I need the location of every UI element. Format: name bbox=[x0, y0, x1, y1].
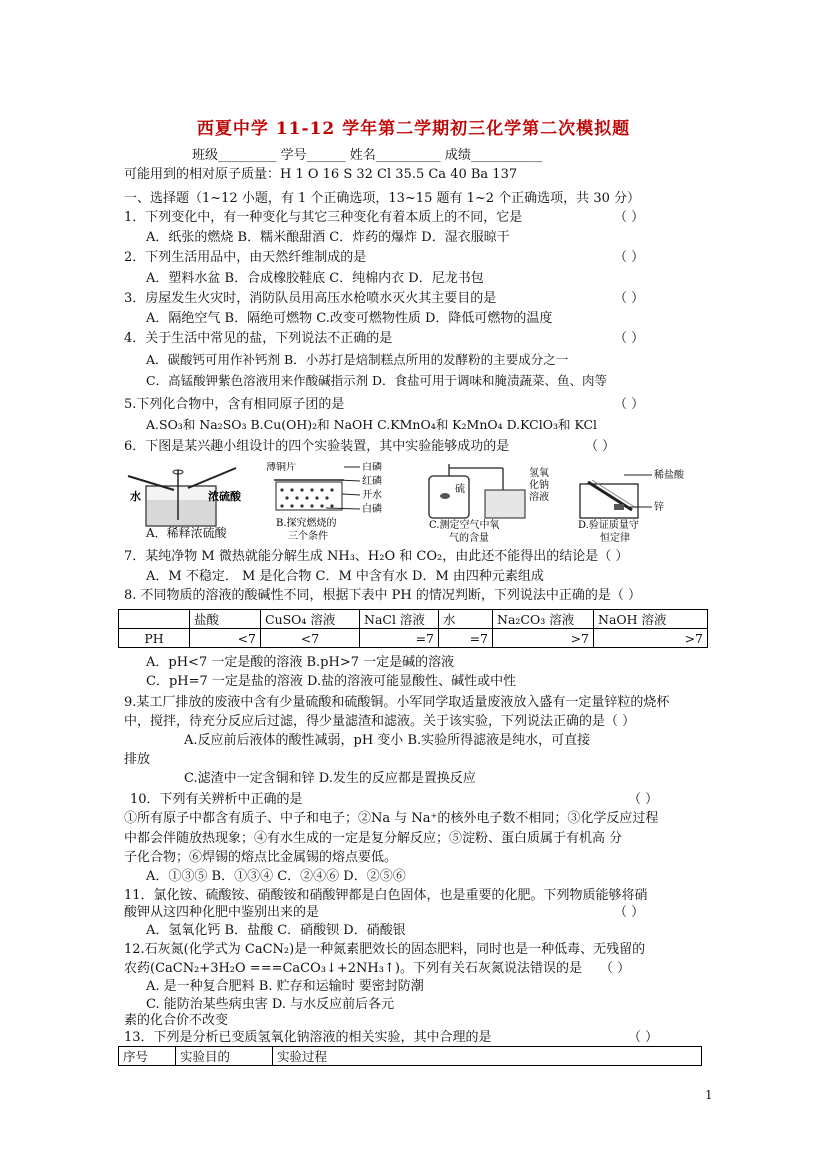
q2-stem: 2．下列生活用品中，由天然纤维制成的是 bbox=[124, 250, 367, 265]
fig-a-caption: A．稀释浓硫酸 bbox=[146, 526, 227, 540]
q12-options-cd-cont: 素的化合价不改变 bbox=[124, 1013, 229, 1028]
q4-answer-paren: （ ） bbox=[614, 331, 645, 346]
fig-c-sulfur: 硫 bbox=[455, 484, 465, 495]
table-cell: 序号 bbox=[119, 1047, 176, 1066]
q1-stem: 1．下列变化中，有一种变化与其它三种变化有着本质上的不同，它是 bbox=[124, 210, 523, 225]
q7-stem: 7．某纯净物 M 微热就能分解生成 NH₃、H₂O 和 CO₂，由此还不能得出的结论是（ ） bbox=[124, 549, 629, 564]
fig-b-caption2: 三个条件 bbox=[288, 531, 328, 542]
q12-options-ab: A. 是一种复合肥料 B. 贮存和运输时 要密封防潮 bbox=[146, 979, 424, 994]
q3-options: A．隔绝空气 B．隔绝可燃物 C.改变可燃物性质 D．降低可燃物的温度 bbox=[146, 311, 553, 326]
table-cell: CuSO₄ 溶液 bbox=[261, 610, 360, 629]
q8-stem: 8. 不同物质的溶液的酸碱性不同，根据下表中 PH 的情况判断，下列说法中正确的是（ ） bbox=[124, 588, 642, 603]
table-cell: 实验过程 bbox=[273, 1047, 702, 1066]
q10-line3: 子化合物；⑥焊锡的熔点比金属锡的熔点要低。 bbox=[124, 850, 398, 865]
q9-options-cd: C.滤渣中一定含铜和锌 D.发生的反应都是置换反应 bbox=[184, 771, 476, 786]
table-cell: 实验目的 bbox=[176, 1047, 273, 1066]
table-cell bbox=[119, 610, 190, 629]
q1-answer-paren: （ ） bbox=[614, 210, 645, 225]
fig-c-caption1: C.测定空气中氧 bbox=[429, 520, 500, 531]
fig-b-caption1: B.探究燃烧的 bbox=[276, 518, 337, 529]
q9-line2: 中，搅拌，待充分反应后过滤，得少量滤渣和滤液。关于该实验，下列说法正确的是（ ） bbox=[124, 714, 636, 729]
fig-d-caption1: D.验证质量守 bbox=[578, 520, 639, 531]
table-row bbox=[119, 610, 708, 629]
table-cell: >7 bbox=[594, 629, 708, 648]
q4-options-cd: C．高锰酸钾紫色溶液用来作酸碱指示剂 D．食盐可用于调味和腌渍蔬菜、鱼、肉等 bbox=[146, 373, 608, 388]
q11-options: A．氢氧化钙 B．盐酸 C．硝酸钡 D．硝酸银 bbox=[146, 923, 406, 938]
q3-stem: 3．房屋发生火灾时，消防队员用高压水枪喷水灭火其主要目的是 bbox=[124, 291, 497, 306]
q11-line1: 11．氯化铵、硫酸铵、硝酸铵和硝酸钾都是白色固体，也是重要的化肥。下列物质能够将硝 bbox=[124, 888, 648, 903]
fig-a-acid-label: 浓硫酸 bbox=[208, 490, 241, 503]
q12-answer-paren: （ ） bbox=[600, 961, 631, 976]
q12-line1: 12.石灰氮(化学式为 CaCN₂)是一种氮素肥效长的固态肥料，同时也是一种低毒、无残留的 bbox=[124, 942, 646, 957]
q13-answer-paren: （ ） bbox=[628, 1030, 659, 1045]
q10-line1: ①所有原子中都含有质子、中子和电子；②Na 与 Na⁺的核外电子数不相同；③化学反应过程 bbox=[124, 811, 659, 826]
table-cell: <7 bbox=[190, 629, 261, 648]
fig-c-naoh3: 溶液 bbox=[529, 492, 549, 503]
q6-stem: 6．下图是某兴趣小组设计的四个实验装置，其中实验能够成功的是 bbox=[124, 439, 510, 454]
table-cell: =7 bbox=[360, 629, 439, 648]
q5-options: A.SO₃和 Na₂SO₃ B.Cu(OH)₂和 NaOH C.KMnO₄和 K₂MnO₄ D.KClO₃和 KCl bbox=[146, 417, 598, 432]
q2-answer-paren: （ ） bbox=[614, 250, 645, 265]
q6-answer-paren: （ ） bbox=[585, 439, 616, 454]
q6-figures bbox=[126, 462, 706, 544]
table-cell: PH bbox=[119, 629, 190, 648]
table-cell: >7 bbox=[493, 629, 594, 648]
table-cell: =7 bbox=[439, 629, 493, 648]
q9-options-ab: A.反应前后液体的酸性减弱，pH 变小 B.实验所得滤液是纯水，可直接 bbox=[184, 733, 591, 748]
q10-line2: 中都会伴随放热现象；④有水生成的一定是复分解反应；⑤淀粉、蛋白质属于有机高 分 bbox=[124, 831, 623, 846]
q11-answer-paren: （ ） bbox=[614, 905, 645, 920]
table-cell: NaOH 溶液 bbox=[594, 610, 708, 629]
atomic-masses: 可能用到的相对原子质量：H 1 O 16 S 32 Cl 35.5 Ca 40 Ba 137 bbox=[124, 167, 518, 182]
info-line: 班级_________ 学号______ 姓名__________ 成绩___________ bbox=[192, 148, 543, 163]
section-heading: 一、选择题（1~12 小题，有 1 个正确选项，13~15 题有 1~2 个正确选项，共 30 分） bbox=[124, 191, 640, 206]
fig-c-naoh1: 氢氧 bbox=[529, 468, 549, 479]
table-row bbox=[119, 629, 708, 648]
fig-c-naoh2: 化钠 bbox=[529, 480, 549, 491]
figure-b-combustion-conditions bbox=[266, 462, 416, 544]
q7-options: A．M 不稳定． M 是化合物 C．M 中含有水 D．M 由四种元素组成 bbox=[146, 569, 544, 584]
q3-answer-paren: （ ） bbox=[614, 291, 645, 306]
figure-c-oxygen-content bbox=[421, 462, 561, 544]
q8-options-cd: C．pH=7 一定是盐的溶液 D.盐的溶液可能显酸性、碱性或中性 bbox=[146, 674, 517, 689]
q9-options-ab-cont: 排放 bbox=[124, 752, 151, 767]
q10-stem: 10．下列有关辨析中正确的是 bbox=[130, 792, 303, 807]
q13-stem: 13．下列是分析已变质氢氧化钠溶液的相关实验，其中合理的是 bbox=[124, 1030, 492, 1045]
table-cell: Na₂CO₃ 溶液 bbox=[493, 610, 594, 629]
q9-line1: 9.某工厂排放的废液中含有少量硫酸和硫酸铜。小军同学取适量废液放入盛有一定量锌粒的烧杯 bbox=[124, 695, 670, 710]
table-row bbox=[119, 1047, 702, 1066]
fig-b-white-p2: 白磷 bbox=[362, 504, 382, 515]
page-number: 1 bbox=[705, 1088, 713, 1102]
page-title: 西夏中学 11-12 学年第二学期初三化学第二次模拟题 bbox=[196, 119, 631, 139]
q2-options: A．塑料水盆 B．合成橡胶鞋底 C．纯棉内衣 D．尼龙书包 bbox=[146, 271, 484, 286]
q8-options-ab: A．pH<7 一定是酸的溶液 B.pH>7 一定是碱的溶液 bbox=[146, 655, 455, 670]
q4-stem: 4．关于生活中常见的盐，下列说法不正确的是 bbox=[124, 331, 393, 346]
fig-b-red-p: 红磷 bbox=[362, 476, 382, 487]
q8-ph-table bbox=[118, 609, 708, 648]
q4-options-ab: A．碳酸钙可用作补钙剂 B．小苏打是焙制糕点所用的发酵粉的主要成分之一 bbox=[146, 352, 569, 367]
table-cell: <7 bbox=[261, 629, 360, 648]
table-cell: 盐酸 bbox=[190, 610, 261, 629]
q11-line2: 酸钾从这四种化肥中鉴别出来的是 bbox=[124, 905, 320, 920]
figure-d-mass-conservation bbox=[574, 462, 706, 544]
table-cell: NaCl 溶液 bbox=[360, 610, 439, 629]
fig-b-hot-water: 开水 bbox=[362, 490, 382, 501]
q10-answer-paren: （ ） bbox=[628, 792, 659, 807]
table-cell: 水 bbox=[439, 610, 493, 629]
q5-answer-paren: （ ） bbox=[614, 397, 645, 412]
q5-stem: 5.下列化合物中，含有相同原子团的是 bbox=[124, 397, 345, 412]
q12-line2: 农药(CaCN₂+3H₂O ===CaCO₃↓+2NH₃↑)。下列有关石灰氮说法错误的是 bbox=[124, 961, 582, 976]
fig-d-caption2: 恒定律 bbox=[600, 533, 630, 544]
fig-a-water-label: 水 bbox=[130, 490, 141, 503]
fig-d-hcl: 稀盐酸 bbox=[654, 470, 684, 481]
q13-table bbox=[118, 1046, 702, 1066]
fig-b-white-p: 白磷 bbox=[362, 462, 382, 473]
q12-options-cd: C. 能防治某些病虫害 D. 与水反应前后各元 bbox=[146, 997, 395, 1012]
q10-options: A．①③⑤ B．①③④ C．②④⑥ D．②⑤⑥ bbox=[146, 869, 406, 884]
fig-c-caption2: 气的含量 bbox=[449, 533, 489, 544]
fig-b-copper: 薄铜片 bbox=[266, 462, 296, 473]
q1-options: A．纸张的燃烧 B．糯米酿甜酒 C．炸药的爆炸 D．湿衣服晾干 bbox=[146, 230, 510, 245]
fig-d-zinc: 锌 bbox=[654, 502, 664, 513]
